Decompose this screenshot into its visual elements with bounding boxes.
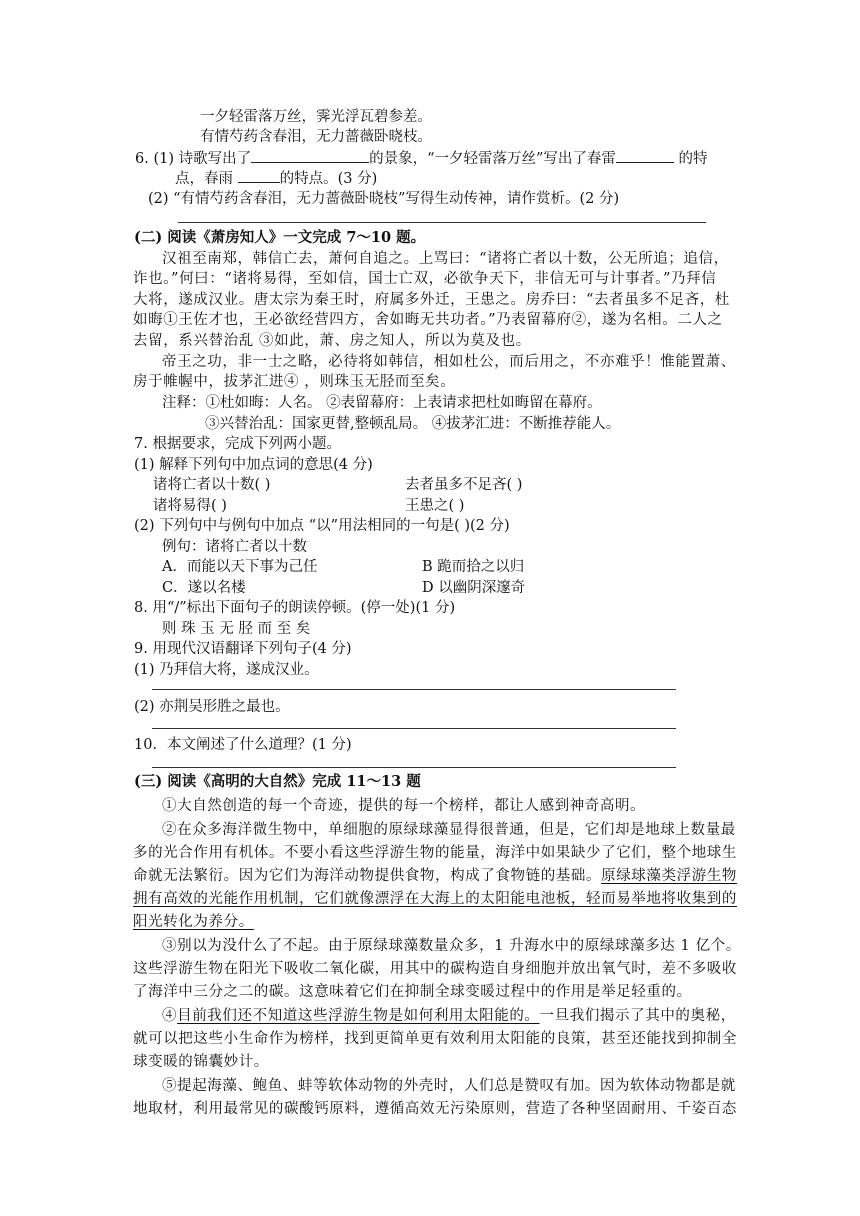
paragraph-line: 诈也。”何曰：“诸将易得，至如信，国士亡双，必欲争天下，非信无可与计事者。”乃拜信 xyxy=(133,271,717,287)
answer-line[interactable] xyxy=(152,689,676,690)
question-6-part-1-cont xyxy=(175,168,377,189)
underlined-text: 阳光转化为养分。 xyxy=(133,914,254,930)
paragraph-line: 房于帷幄中，拔茅汇进④ ，则珠玉无胫而至矣。 xyxy=(133,374,456,390)
answer-blank[interactable] xyxy=(251,148,369,163)
text-span: 一旦我们揭示了其中的奥秘， xyxy=(539,1008,736,1024)
poem-line-2: 有情芍药含春泪，无力蔷薇卧晓枝。 xyxy=(200,129,432,145)
question-9-stem: 9. 用现代汉语翻译下列句子(4 分) xyxy=(134,641,352,657)
answer-line[interactable] xyxy=(152,728,676,729)
poem-line-1: 一夕轻雷落万丝，霁光浮瓦碧参差。 xyxy=(200,109,432,125)
paragraph-line: 多的光合作用有机体。不要小看这些浮游生物的能量，海洋中如果缺少了它们，整个地球生 xyxy=(133,845,737,861)
option-b[interactable]: B 跪而拾之以归 xyxy=(422,559,525,575)
question-6-part-1 xyxy=(135,148,708,169)
word-item: 王患之( ) xyxy=(405,498,465,514)
paragraph-line: 大将，遂成汉业。唐太宗为秦王时，府属多外迁，王患之。房乔曰：“去者虽多不足吝，杜 xyxy=(133,292,730,308)
question-7-stem: 7. 根据要求，完成下列两小题。 xyxy=(134,436,341,452)
question-6-part-2: (2) “有情芍药含春泪，无力蔷薇卧晓枝”写得生动传神，请作赏析。(2 分) xyxy=(148,191,620,207)
q6-text-1: 6. (1) 诗歌写出了 xyxy=(135,151,252,167)
paragraph-line: ⑤提起海藻、鲍鱼、蚌等软体动物的外壳时，人们总是赞叹有加。因为软体动物都是就 xyxy=(162,1078,736,1094)
answer-blank[interactable] xyxy=(238,168,280,183)
translation-sentence-2: (2) 亦荆吴形胜之最也。 xyxy=(134,699,290,715)
paragraph-line: 这些浮游生物在阳光下吸收二氧化碳，用其中的碳构造自身细胞并放出氧气时，差不多吸收 xyxy=(133,961,737,977)
answer-line[interactable] xyxy=(152,767,676,768)
text-span: ④ xyxy=(162,1008,178,1024)
pause-sentence: 则 珠 玉 无 胫 而 至 矣 xyxy=(162,621,311,637)
q6-text-4: 点，春雨 xyxy=(175,171,238,187)
paragraph-line: 汉祖至南郑，韩信亡去，萧何自追之。上骂曰：“诸将亡者以十数，公无所追；追信， xyxy=(162,251,729,267)
paragraph-line: ②在众多海洋微生物中，单细胞的原绿球藻显得很普通，但是，它们却是地球上数量最 xyxy=(162,822,736,838)
option-d[interactable]: D 以幽阴深邃奇 xyxy=(422,580,526,596)
paragraph-line: 去留，系兴替治乱 ③如此，萧、房之知人，所以为莫及也。 xyxy=(133,333,531,349)
section-3-title: (三) 阅读《高明的大自然》完成 11～13 题 xyxy=(134,773,421,790)
answer-line[interactable] xyxy=(178,222,706,223)
question-8-stem: 8. 用“/”标出下面句子的朗读停顿。(停一处)(1 分) xyxy=(134,600,456,616)
paragraph-line: 了海洋中三分之二的碳。这意味着它们在抑制全球变暖过程中的作用是举足轻重的。 xyxy=(133,984,692,1000)
question-7-sub-2: (2) 下列句中与例句中加点 “以”用法相同的一句是( )(2 分) xyxy=(134,518,510,534)
section-2-title: (二) 阅读《萧房知人》一文完成 7～10 题。 xyxy=(134,229,426,246)
word-item: 去者虽多不足吝( ) xyxy=(405,477,523,493)
q6-text-2: 的景象，“一夕轻雷落万丝”写出了春雷 xyxy=(369,151,616,167)
example-sentence: 例句：诸将亡者以十数 xyxy=(162,539,307,555)
question-7-sub-1: (1) 解释下列句中加点词的意思(4 分) xyxy=(134,457,373,473)
text-span: 命就无法繁衍。因为它们为海洋动物提供食物，构成了食物链的基础。 xyxy=(133,868,602,884)
option-c[interactable]: C．遂以名楼 xyxy=(162,580,246,596)
paragraph-line: ①大自然创造的每一个奇迹，提供的每一个榜样，都让人感到神奇高明。 xyxy=(162,798,646,814)
paragraph-line: 如晦①王佐才也，王必欲经营四方，舍如晦无共功者。”乃表留幕府②，遂为名相。二人之 xyxy=(133,312,723,328)
word-item: 诸将亡者以十数( ) xyxy=(153,477,271,493)
annotation-line: ③兴替治乱：国家更替,整顿乱局。 ④拔茅汇进：不断推荐能人。 xyxy=(205,416,621,432)
word-item: 诸将易得( ) xyxy=(153,498,227,514)
underlined-text: 原绿球藻类浮游生物 xyxy=(601,868,738,884)
answer-blank[interactable] xyxy=(616,148,674,163)
paragraph-line xyxy=(162,1006,736,1026)
paragraph-line: 就可以把这些小生命作为榜样，找到更简单更有效利用太阳能的良策，甚至还能找到抑制全 xyxy=(133,1031,737,1047)
underlined-text: 目前我们还不知道 xyxy=(177,1008,298,1024)
q6-text-5: 的特点。(3 分) xyxy=(279,171,378,187)
paragraph-line xyxy=(133,866,737,886)
underlined-text: 拥有高效的光能作用机制，它们就像漂浮在大海上的太阳能电池板，轻而易举地将收集到的 xyxy=(133,891,737,907)
paragraph-line: 球变暖的锦囊妙计。 xyxy=(133,1054,269,1070)
option-a[interactable]: A．而能以天下事为己任 xyxy=(162,559,318,575)
annotation-line: 注释：①杜如晦：人名。 ②表留幕府：上表请求把杜如晦留在幕府。 xyxy=(162,395,602,411)
question-10-stem: 10．本文阐述了什么道理？(1 分) xyxy=(134,737,352,753)
paragraph-line: 帝王之功，非一士之略，必待将如韩信，相如杜公，而后用之，不亦难乎！惟能置萧、 xyxy=(162,354,736,370)
q6-text-3: 的特 xyxy=(673,151,708,167)
paragraph-line: ③别以为没什么了不起。由于原绿球藻数量众多，1 升海水中的原绿球藻多达 1 亿个。 xyxy=(162,938,741,954)
underlined-text: 这些浮游生物是如何利用太阳能的。 xyxy=(297,1008,540,1024)
translation-sentence-1: (1) 乃拜信大将，遂成汉业。 xyxy=(134,662,319,678)
paragraph-line: 地取材，利用最常见的碳酸钙原料，遵循高效无污染原则，营造了各种坚固耐用、千姿百态 xyxy=(133,1101,737,1117)
